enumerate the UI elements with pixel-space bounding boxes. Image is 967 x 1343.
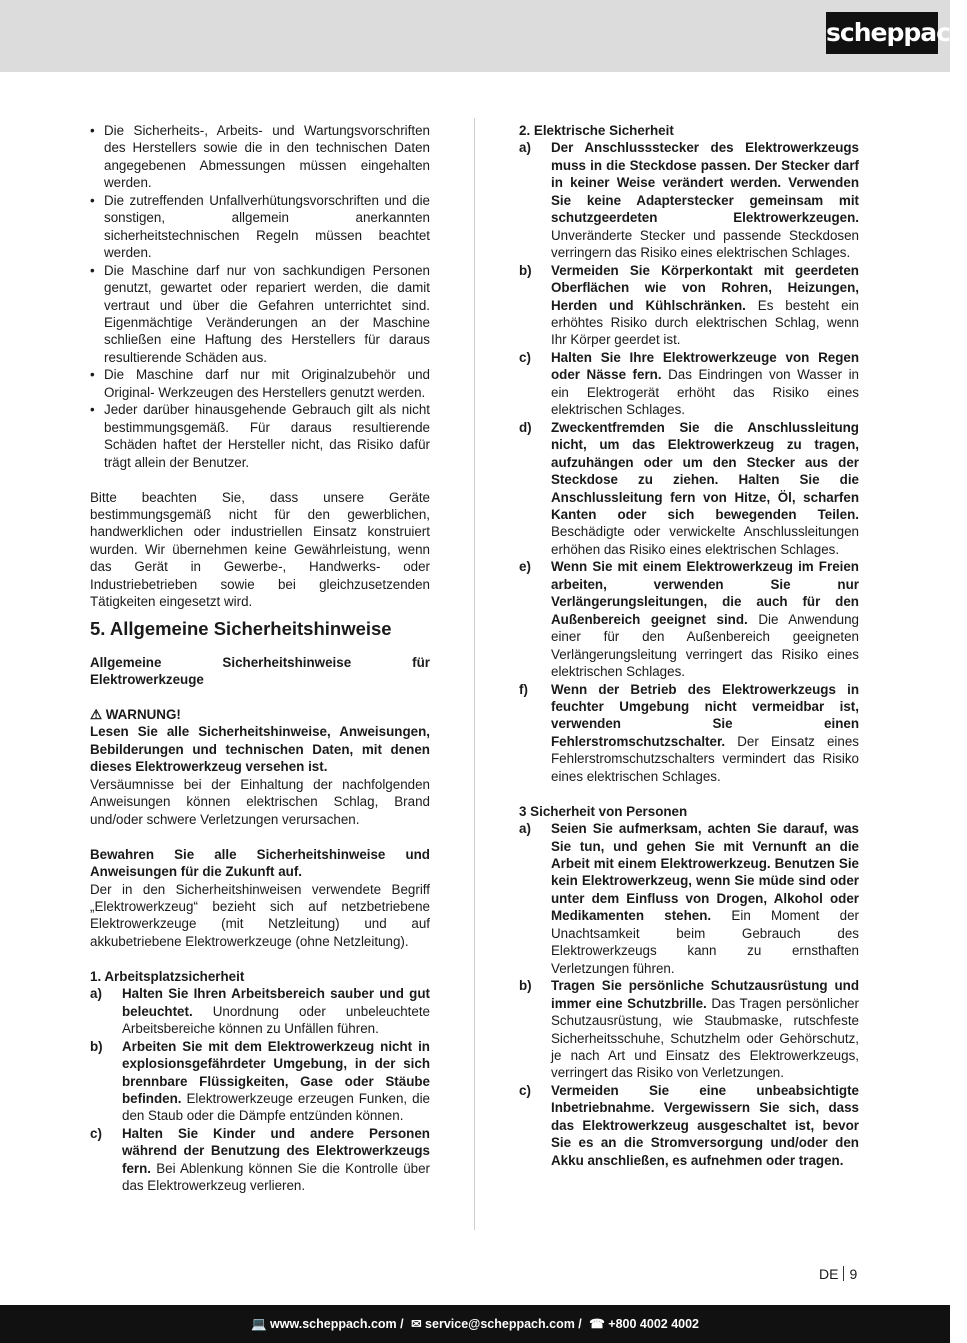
item-label: c) — [519, 1082, 531, 1098]
item-label: c) — [519, 349, 531, 365]
item-label: a) — [519, 140, 531, 156]
item-text: Es besteht ein erhöhtes Risiko durch elektrischen Schlag, wenn Ihr Körper geerdet ist. — [551, 297, 859, 348]
item-bold: Vermeiden Sie eine unbeabsichtigte Inbetriebnahme. Vergewissern Sie sich, dass das Elektrowerkzeug ausgeschaltet ist, bevor Sie es an die Stromversorgung und/oder den Akku anschließen, es aufnehmen oder tragen. — [551, 1082, 859, 1168]
item-bold: Halten Sie Kinder und andere Personen während der Benutzung des Elektrowerkzeugs fern. — [122, 1125, 430, 1176]
item-bold: Wenn der Betrieb des Elektrowerkzeugs in feuchter Umgebung nicht vermeidbar ist, verwenden Sie einen Fehlerstromschutzschalter. — [551, 681, 859, 749]
item-label: c) — [90, 1125, 102, 1141]
bullet-list — [90, 122, 430, 471]
list-item — [90, 985, 430, 1037]
section-title: 5. Allgemeine Sicherheitshinweise — [90, 617, 392, 639]
item-text: Bei Ablenkung können Sie die Kontrolle über das Elektrowerkzeug verlieren. — [122, 1160, 430, 1194]
subheading: Allgemeine Sicherheitshinweise für Elektrowerkzeuge — [90, 654, 430, 688]
page-separator — [843, 1266, 844, 1281]
list-item — [90, 1125, 430, 1195]
list-item: • Die Maschine darf nur von sachkundigen Personen genutzt, gewartet oder repariert werden, die damit vertraut und über die Gefahren unterrichtet sind. Eigenmächtige Veränderungen an der Maschine schließen eine Haftung des Herstellers für daraus resultierende Schäden aus. — [90, 262, 430, 367]
item-bold: Tragen Sie persönliche Schutzausrüstung und immer eine Schutzbrille. — [551, 978, 859, 1011]
item-bold: Halten Sie Ihren Arbeitsbereich sauber und gut beleuchtet. — [122, 986, 430, 1019]
page-footer — [0, 1305, 950, 1343]
item-label: a) — [90, 986, 102, 1002]
website-link[interactable]: 💻 www.scheppach.com / — [250, 1317, 404, 1331]
list-item — [519, 349, 859, 419]
personal-safety-list — [519, 820, 859, 1169]
item-bold: Der Anschlussstecker des Elektrowerkzeugs muss in die Steckdose passen. Der Stecker darf in keiner Weise verändert werden. Verwenden Sie keine Adapterstecker gemeinsam mit schutzgeerdeten Elektrowerkzeugen. — [551, 140, 859, 226]
item-text: Die Anwendung einer für den Außenbereich geeigneten Verlängerungsleitung verringert das Risiko eines elektrischen Schlages. — [551, 611, 859, 680]
item-bold: Halten Sie Ihre Elektrowerkzeuge von Regen oder Nässe fern. — [551, 349, 859, 383]
item-text: Das Eindringen von Wasser in ein Elektrogerät erhöht das Risiko eines elektrischen Schlages. — [551, 367, 859, 418]
workplace-safety-list — [90, 985, 430, 1194]
item-bold: Wenn Sie mit einem Elektrowerkzeug im Freien arbeiten, verwenden Sie nur Verlängerungsleitungen, die auch für den Außenbereich geeignet sind. — [551, 559, 859, 627]
item-text: Ein Moment der Unachtsamkeit beim Gebrauch des Elektrowerkzeugs kann zu ernsthaften Verletzungen führen. — [551, 908, 859, 976]
keep-instructions-bold: Bewahren Sie alle Sicherheitshinweise und Anweisungen für die Zukunft auf. — [90, 846, 430, 880]
list-item — [519, 558, 859, 680]
right-column — [519, 122, 859, 1169]
item-label: e) — [519, 559, 531, 575]
language-code: DE — [819, 1266, 839, 1282]
page-number-value: 9 — [849, 1266, 858, 1282]
list-item: • Die Maschine darf nur mit Originalzubehör und Original- Werkzeugen des Herstellers genutzt werden. — [90, 366, 430, 401]
warning-bold: Lesen Sie alle Sicherheitshinweise, Anweisungen, Bebilderungen und technischen Daten, mit denen dieses Elektrowerkzeug versehen ist. — [90, 724, 430, 775]
intro-paragraph: Bitte beachten Sie, dass unsere Geräte bestimmungsgemäß nicht für den gewerblichen, handwerklichen oder industriellen Einsatz konstruiert wurden. Wir übernehmen keine Gewährleistung, wenn das Gerät in Gewerbe-, Handwerks- oder Industriebetrieben sowie bei gleichzusetzenden Tätigkeiten eingesetzt wird. — [90, 489, 430, 610]
list-item — [519, 820, 859, 977]
page-header — [0, 0, 967, 72]
item-label: f) — [519, 681, 528, 697]
list-item: • Jeder darüber hinausgehende Gebrauch gilt als nicht bestimmungsgemäß. Für daraus resultierende Schäden haftet der Hersteller nicht, das Risiko dafür trägt allein der Benutzer. — [90, 401, 430, 471]
item-text: Beschädigte oder verwickelte Anschlussleitungen erhöhen das Risiko eines elektrischen Schlages. — [551, 524, 859, 557]
item-text: Der Einsatz eines Fehlerstromschutzschalters vermindert das Risiko eines elektrischen Schlages. — [551, 733, 859, 784]
list-item: • Die Sicherheits-, Arbeits- und Wartungsvorschriften des Herstellers sowie die in den technischen Daten angegebenen Abmessungen müssen eingehalten werden. — [90, 122, 430, 192]
item-text: Unordnung oder unbeleuchtete Arbeitsbereiche können zu Unfällen führen. — [122, 1003, 430, 1037]
item-text: Elektrowerkzeuge erzeugen Funken, die den Staub oder die Dämpfe entzünden können. — [122, 1090, 430, 1124]
item-label: b) — [90, 1038, 103, 1054]
list-item — [90, 1038, 430, 1125]
item-label: d) — [519, 419, 532, 435]
personal-safety-title: 3 Sicherheit von Personen — [519, 803, 688, 819]
phone-link[interactable]: ☎ +800 4002 4002 — [589, 1317, 700, 1331]
item-bold: Vermeiden Sie Körperkontakt mit geerdeten Oberflächen wie von Rohren, Heizungen, Herden und Kühlschränken. — [551, 262, 859, 313]
list-item — [519, 139, 859, 261]
warning-label: ⚠ WARNUNG! — [90, 707, 181, 723]
email-link[interactable]: ✉ service@scheppach.com / — [411, 1317, 582, 1331]
item-bold: Arbeiten Sie mit dem Elektrowerkzeug nicht in explosionsgefährdeter Umgebung, in der sich brennbare Flüssigkeiten, Gase oder Stäube befinden. — [122, 1038, 430, 1106]
list-item — [519, 977, 859, 1082]
left-column — [90, 122, 430, 1195]
electrical-safety-title: 2. Elektrische Sicherheit — [519, 123, 674, 138]
item-label: b) — [519, 262, 532, 278]
list-item — [519, 1082, 859, 1169]
item-label: b) — [519, 978, 532, 994]
item-bold: Zweckentfremden Sie die Anschlussleitung nicht, um das Elektrowerkzeug zu tragen, aufzuhängen oder um den Stecker aus der Steckdose zu ziehen. Halten Sie die Anschlussleitung fern von Hitze, Öl, scharfen Kanten oder sich bewegenden Teilen. — [551, 419, 859, 522]
keep-instructions-text: Der in den Sicherheitshinweisen verwendete Begriff „Elektrowerkzeug“ bezieht sich auf netzbetriebene Elektrowerkzeuge (mit Netzleitung) und auf akkubetriebene Elektrowerkzeuge (ohne Netzleitung). — [90, 881, 430, 949]
list-item — [519, 262, 859, 349]
warning-text: Versäumnisse bei der Einhaltung der nachfolgenden Anweisungen können elektrischen Schlag, Brand und/oder schwere Verletzungen verursachen. — [90, 776, 430, 827]
list-item — [519, 681, 859, 786]
item-text: Das Tragen persönlicher Schutzausrüstung, wie Staubmaske, rutschfeste Sicherheitsschuhe, Schutzhelm oder Gehörschutz, je nach Art und Einsatz des Elektrowerkzeugs, verringert das Risiko von Verletzungen. — [551, 995, 859, 1081]
scheppach-logo: scheppach — [826, 12, 938, 54]
page-number — [819, 1266, 857, 1282]
item-label: a) — [519, 821, 531, 837]
list-item: • Die zutreffenden Unfallverhütungsvorschriften und die sonstigen, allgemein anerkannten sicherheitstechnischen Regeln müssen beachtet werden. — [90, 192, 430, 262]
list-item — [519, 419, 859, 559]
item-bold: Seien Sie aufmerksam, achten Sie darauf, was Sie tun, und gehen Sie mit Vernunft an die Arbeit mit einem Elektrowerkzeug. Benutzen Sie kein Elektrowerkzeug, wenn Sie müde sind oder unter dem Einfluss von Drogen, Alkohol oder Medikamenten stehen. — [551, 821, 859, 924]
column-divider — [474, 118, 475, 1230]
electrical-safety-list — [519, 139, 859, 785]
item-text: Unveränderte Stecker und passende Steckdosen verringern das Risiko eines elektrischen Schlages. — [551, 227, 859, 261]
workplace-safety-title: 1. Arbeitsplatzsicherheit — [90, 968, 245, 984]
